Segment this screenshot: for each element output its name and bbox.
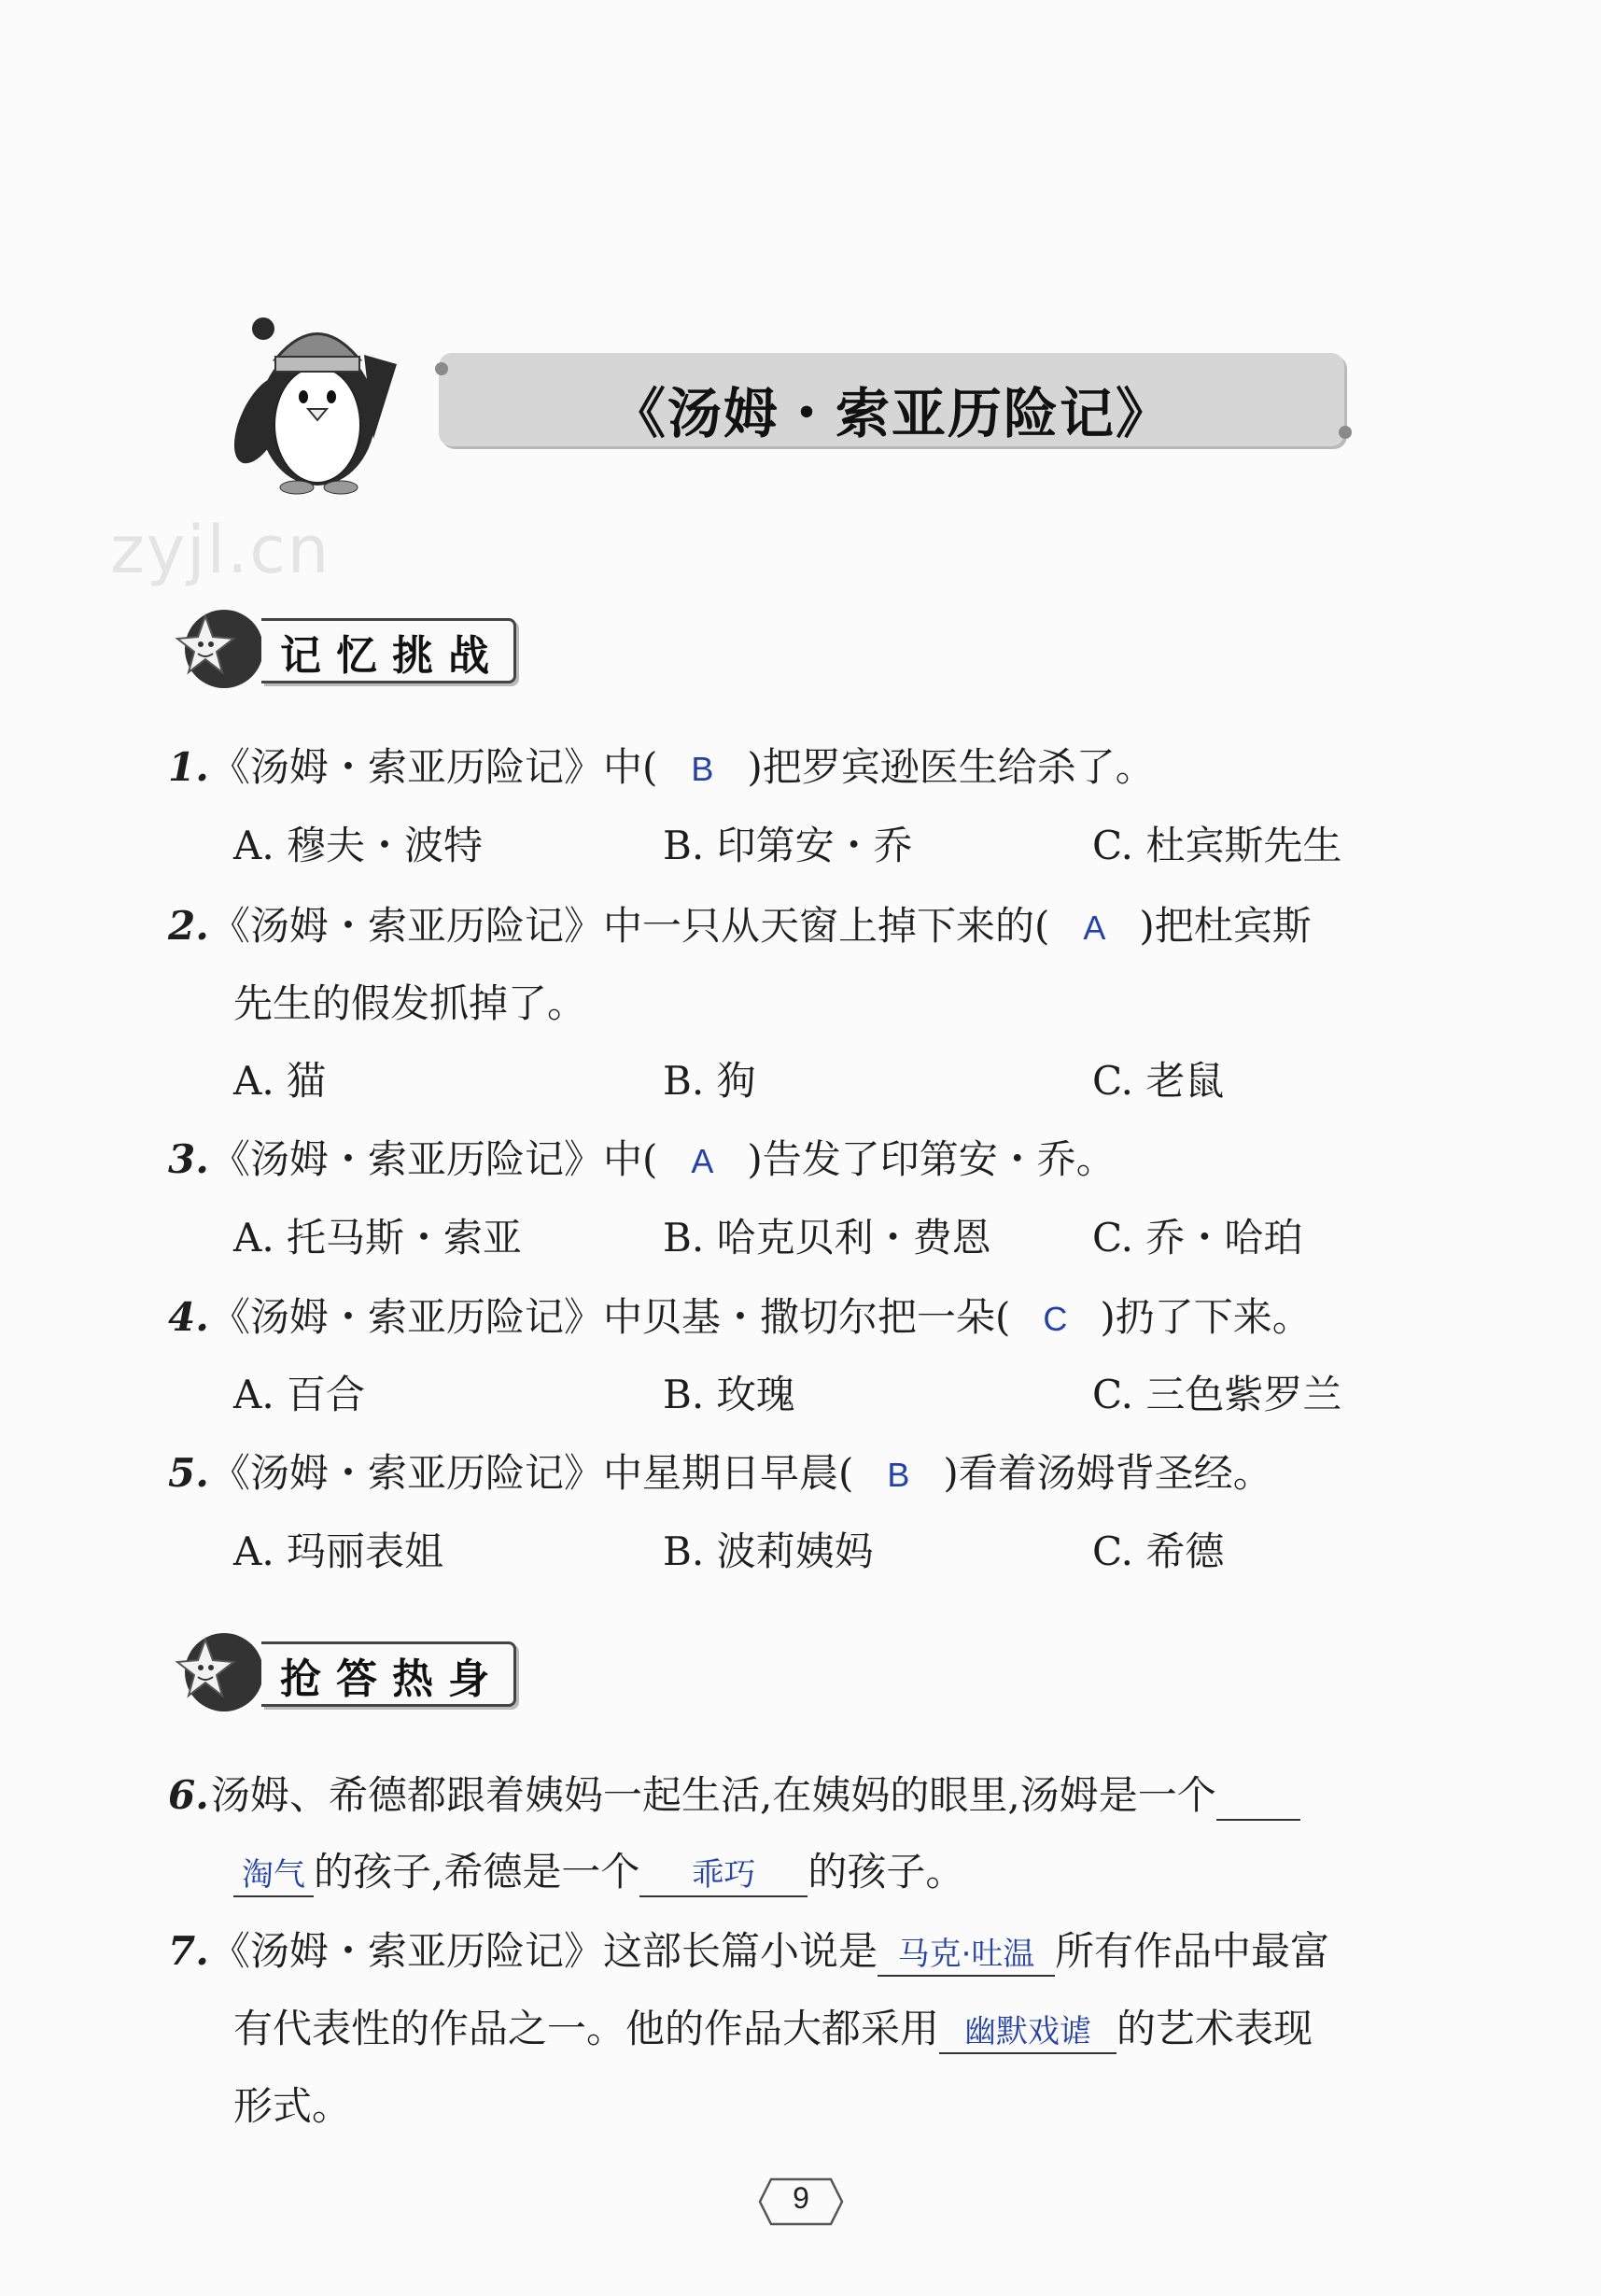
question-text: 有代表性的作品之一。他的作品大都采用 xyxy=(233,2006,940,2051)
section-header-memory xyxy=(168,598,541,682)
title-banner xyxy=(439,353,1344,446)
option-c: C. 老鼠 xyxy=(1092,1058,1225,1104)
question-6 xyxy=(168,1768,1300,1824)
option-c: C. 乔・哈珀 xyxy=(1092,1215,1303,1261)
section-title: 抢答热身 xyxy=(280,1655,504,1703)
answer-choice: B xyxy=(691,750,714,788)
option-c: C. 杜宾斯先生 xyxy=(1092,823,1342,868)
page-title: 《汤姆・索亚历险记》 xyxy=(611,382,1172,445)
question-number: 7. xyxy=(168,1928,209,1974)
question-text: 《汤姆・索亚历险记》中一只从天窗上掉下来的( xyxy=(211,903,1050,949)
question-7-line-3: 形式。 xyxy=(233,2083,352,2129)
question-text: 《汤姆・索亚历险记》中( xyxy=(211,744,658,790)
answer-choice: C xyxy=(1043,1300,1068,1338)
option-c: C. 希德 xyxy=(1092,1528,1225,1574)
question-text: 所有作品中最富 xyxy=(1055,1928,1330,1974)
question-number: 4. xyxy=(168,1294,209,1340)
section-title: 记忆挑战 xyxy=(280,632,504,680)
option-a: A. 穆夫・波特 xyxy=(233,823,484,868)
question-3 xyxy=(168,1132,1116,1190)
option-b: B. 哈克贝利・费恩 xyxy=(663,1215,991,1261)
question-text: 《汤姆・索亚历险记》中星期日早晨( xyxy=(211,1450,854,1496)
answer-blank: 幽默戏谑 xyxy=(939,2011,1116,2054)
answer-blank: 乖巧 xyxy=(639,1854,808,1897)
option-a: A. 猫 xyxy=(233,1058,327,1104)
question-number: 6. xyxy=(168,1772,209,1818)
question-text: 汤姆、希德都跟着姨妈一起生活,在姨妈的眼里,汤姆是一个 xyxy=(211,1772,1216,1818)
question-4 xyxy=(168,1289,1312,1347)
question-7-line-2 xyxy=(233,2001,1313,2057)
question-number: 1. xyxy=(168,744,209,790)
option-a: A. 玛丽表姐 xyxy=(233,1528,444,1574)
question-text: 《汤姆・索亚历险记》中( xyxy=(211,1136,658,1182)
question-text: 的艺术表现 xyxy=(1116,2006,1313,2051)
answer-choice: A xyxy=(691,1142,714,1180)
question-text: 《汤姆・索亚历险记》这部长篇小说是 xyxy=(211,1928,878,1974)
question-text: )把杜宾斯 xyxy=(1139,903,1312,949)
answer-blank: 淘气 xyxy=(233,1854,314,1897)
question-text: 《汤姆・索亚历险记》中贝基・撒切尔把一朵( xyxy=(211,1294,1011,1340)
penguin-mascot-icon xyxy=(224,308,411,495)
question-text: )扔了下来。 xyxy=(1100,1294,1312,1340)
watermark: zyjl.cn xyxy=(110,512,331,588)
question-7 xyxy=(168,1923,1329,1979)
option-a: A. 百合 xyxy=(233,1372,366,1417)
question-2-continued: 先生的假发抓掉了。 xyxy=(233,980,587,1026)
question-number: 2. xyxy=(168,903,209,949)
section-header-quick xyxy=(168,1621,541,1705)
question-5 xyxy=(168,1445,1272,1503)
question-text: 的孩子,希德是一个 xyxy=(314,1849,640,1895)
question-number: 5. xyxy=(168,1450,209,1496)
option-b: B. 狗 xyxy=(663,1058,756,1104)
question-1 xyxy=(168,740,1155,797)
page-number-badge xyxy=(758,2176,844,2228)
option-b: B. 玫瑰 xyxy=(663,1372,795,1417)
question-text: )告发了印第安・乔。 xyxy=(747,1136,1116,1182)
question-text: )看着汤姆背圣经。 xyxy=(943,1450,1272,1496)
answer-blank-empty xyxy=(1216,1778,1300,1821)
page-number: 9 xyxy=(793,2181,809,2215)
answer-choice: A xyxy=(1083,909,1106,947)
option-b: B. 波莉姨妈 xyxy=(663,1528,874,1574)
option-a: A. 托马斯・索亚 xyxy=(233,1215,523,1261)
option-c: C. 三色紫罗兰 xyxy=(1092,1372,1342,1417)
answer-blank: 马克·吐温 xyxy=(878,1934,1055,1977)
answer-choice: B xyxy=(887,1456,910,1494)
question-text: 的孩子。 xyxy=(808,1849,965,1895)
question-6-continued xyxy=(233,1844,964,1900)
option-b: B. 印第安・乔 xyxy=(663,823,913,868)
question-2 xyxy=(168,898,1312,956)
question-text: )把罗宾逊医生给杀了。 xyxy=(747,744,1155,790)
question-number: 3. xyxy=(168,1136,209,1182)
